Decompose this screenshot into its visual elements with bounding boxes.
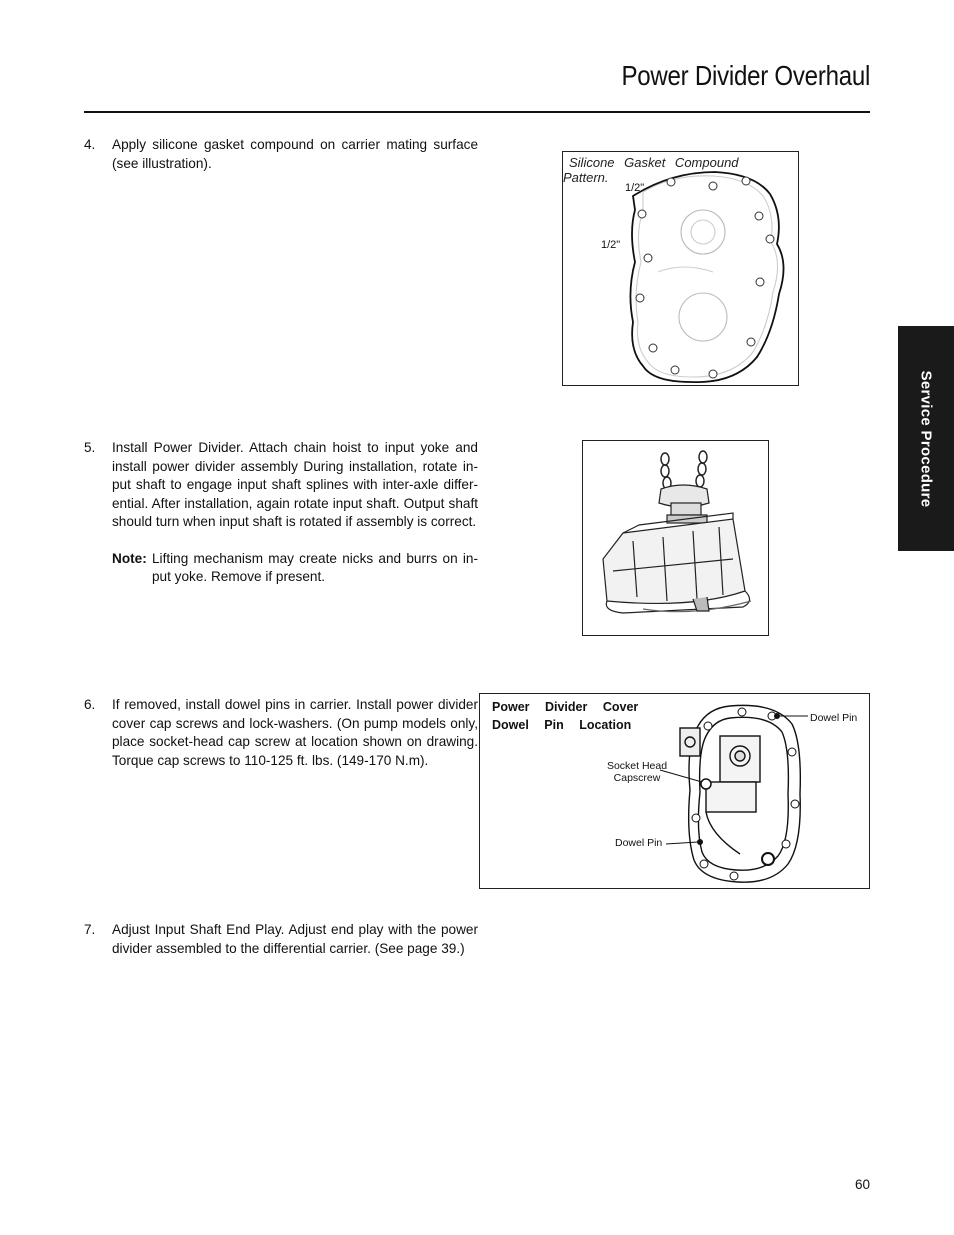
step-4 bbox=[84, 136, 478, 173]
step-note bbox=[112, 550, 478, 587]
section-tab-label: Service Procedure bbox=[917, 370, 935, 507]
figure-caption: Silicone Gasket Compound bbox=[569, 155, 739, 170]
dowel-pin-label: Dowel Pin bbox=[810, 712, 858, 724]
note-text: Lifting mechanism may create nicks and burrs on in-put yoke. Remove if present. bbox=[152, 550, 478, 584]
step-number: 6. bbox=[84, 697, 96, 712]
step-text: If removed, install dowel pins in carrier. Install power divider cover cap screws and lock-washers. (On pump models only, place socket-head cap screw at location shown on drawing. Torque cap screws to 110-125 ft. lbs. (149-170 N.m). bbox=[112, 697, 478, 768]
dowel-pin-label: Dowel Pin bbox=[615, 837, 663, 849]
dimension-label: 1/2" bbox=[625, 182, 645, 194]
gasket-pattern-figure bbox=[562, 151, 799, 386]
title-divider bbox=[84, 111, 870, 113]
step-text: Adjust Input Shaft End Play. Adjust end play with the power divider assembled to the differential carrier. (See page 39.) bbox=[112, 922, 478, 956]
socket-head-capscrew-label bbox=[605, 760, 669, 784]
step-number: 5. bbox=[84, 440, 96, 455]
step-5 bbox=[84, 439, 478, 587]
step-text: Apply silicone gasket compound on carrier mating surface (see illustration). bbox=[112, 137, 478, 171]
power-divider-hoist-drawing bbox=[583, 441, 767, 634]
step-text: Install Power Divider. Attach chain hoist to input yoke and install power divider assembly During installation, rotate in-put shaft to engage input shaft splines with inter-axle differ-ential. After installation, again rotate input shaft. Output shaft should turn when input shaft is rotated if assembly is correct. bbox=[112, 440, 478, 529]
page-title: Power Divider Overhaul bbox=[621, 60, 870, 91]
note-label: Note: bbox=[112, 550, 147, 566]
step-number: 7. bbox=[84, 922, 96, 937]
socket-label-line2: Capscrew bbox=[613, 772, 661, 784]
page-number: 60 bbox=[854, 1177, 870, 1192]
figure-title-line2: Dowel Pin Location bbox=[492, 717, 632, 732]
step-7 bbox=[84, 921, 478, 958]
figure-caption-line2: Pattern. bbox=[563, 170, 609, 185]
hoist-installation-figure bbox=[582, 440, 769, 636]
dimension-label: 1/2" bbox=[601, 239, 621, 251]
step-number: 4. bbox=[84, 137, 96, 152]
section-tab bbox=[898, 326, 954, 551]
carrier-gasket-drawing bbox=[563, 152, 800, 387]
dowel-pin-location-figure bbox=[479, 693, 870, 889]
step-6 bbox=[84, 696, 478, 770]
socket-label-line1: Socket Head bbox=[606, 760, 668, 772]
figure-title-line1: Power Divider Cover bbox=[492, 700, 639, 714]
